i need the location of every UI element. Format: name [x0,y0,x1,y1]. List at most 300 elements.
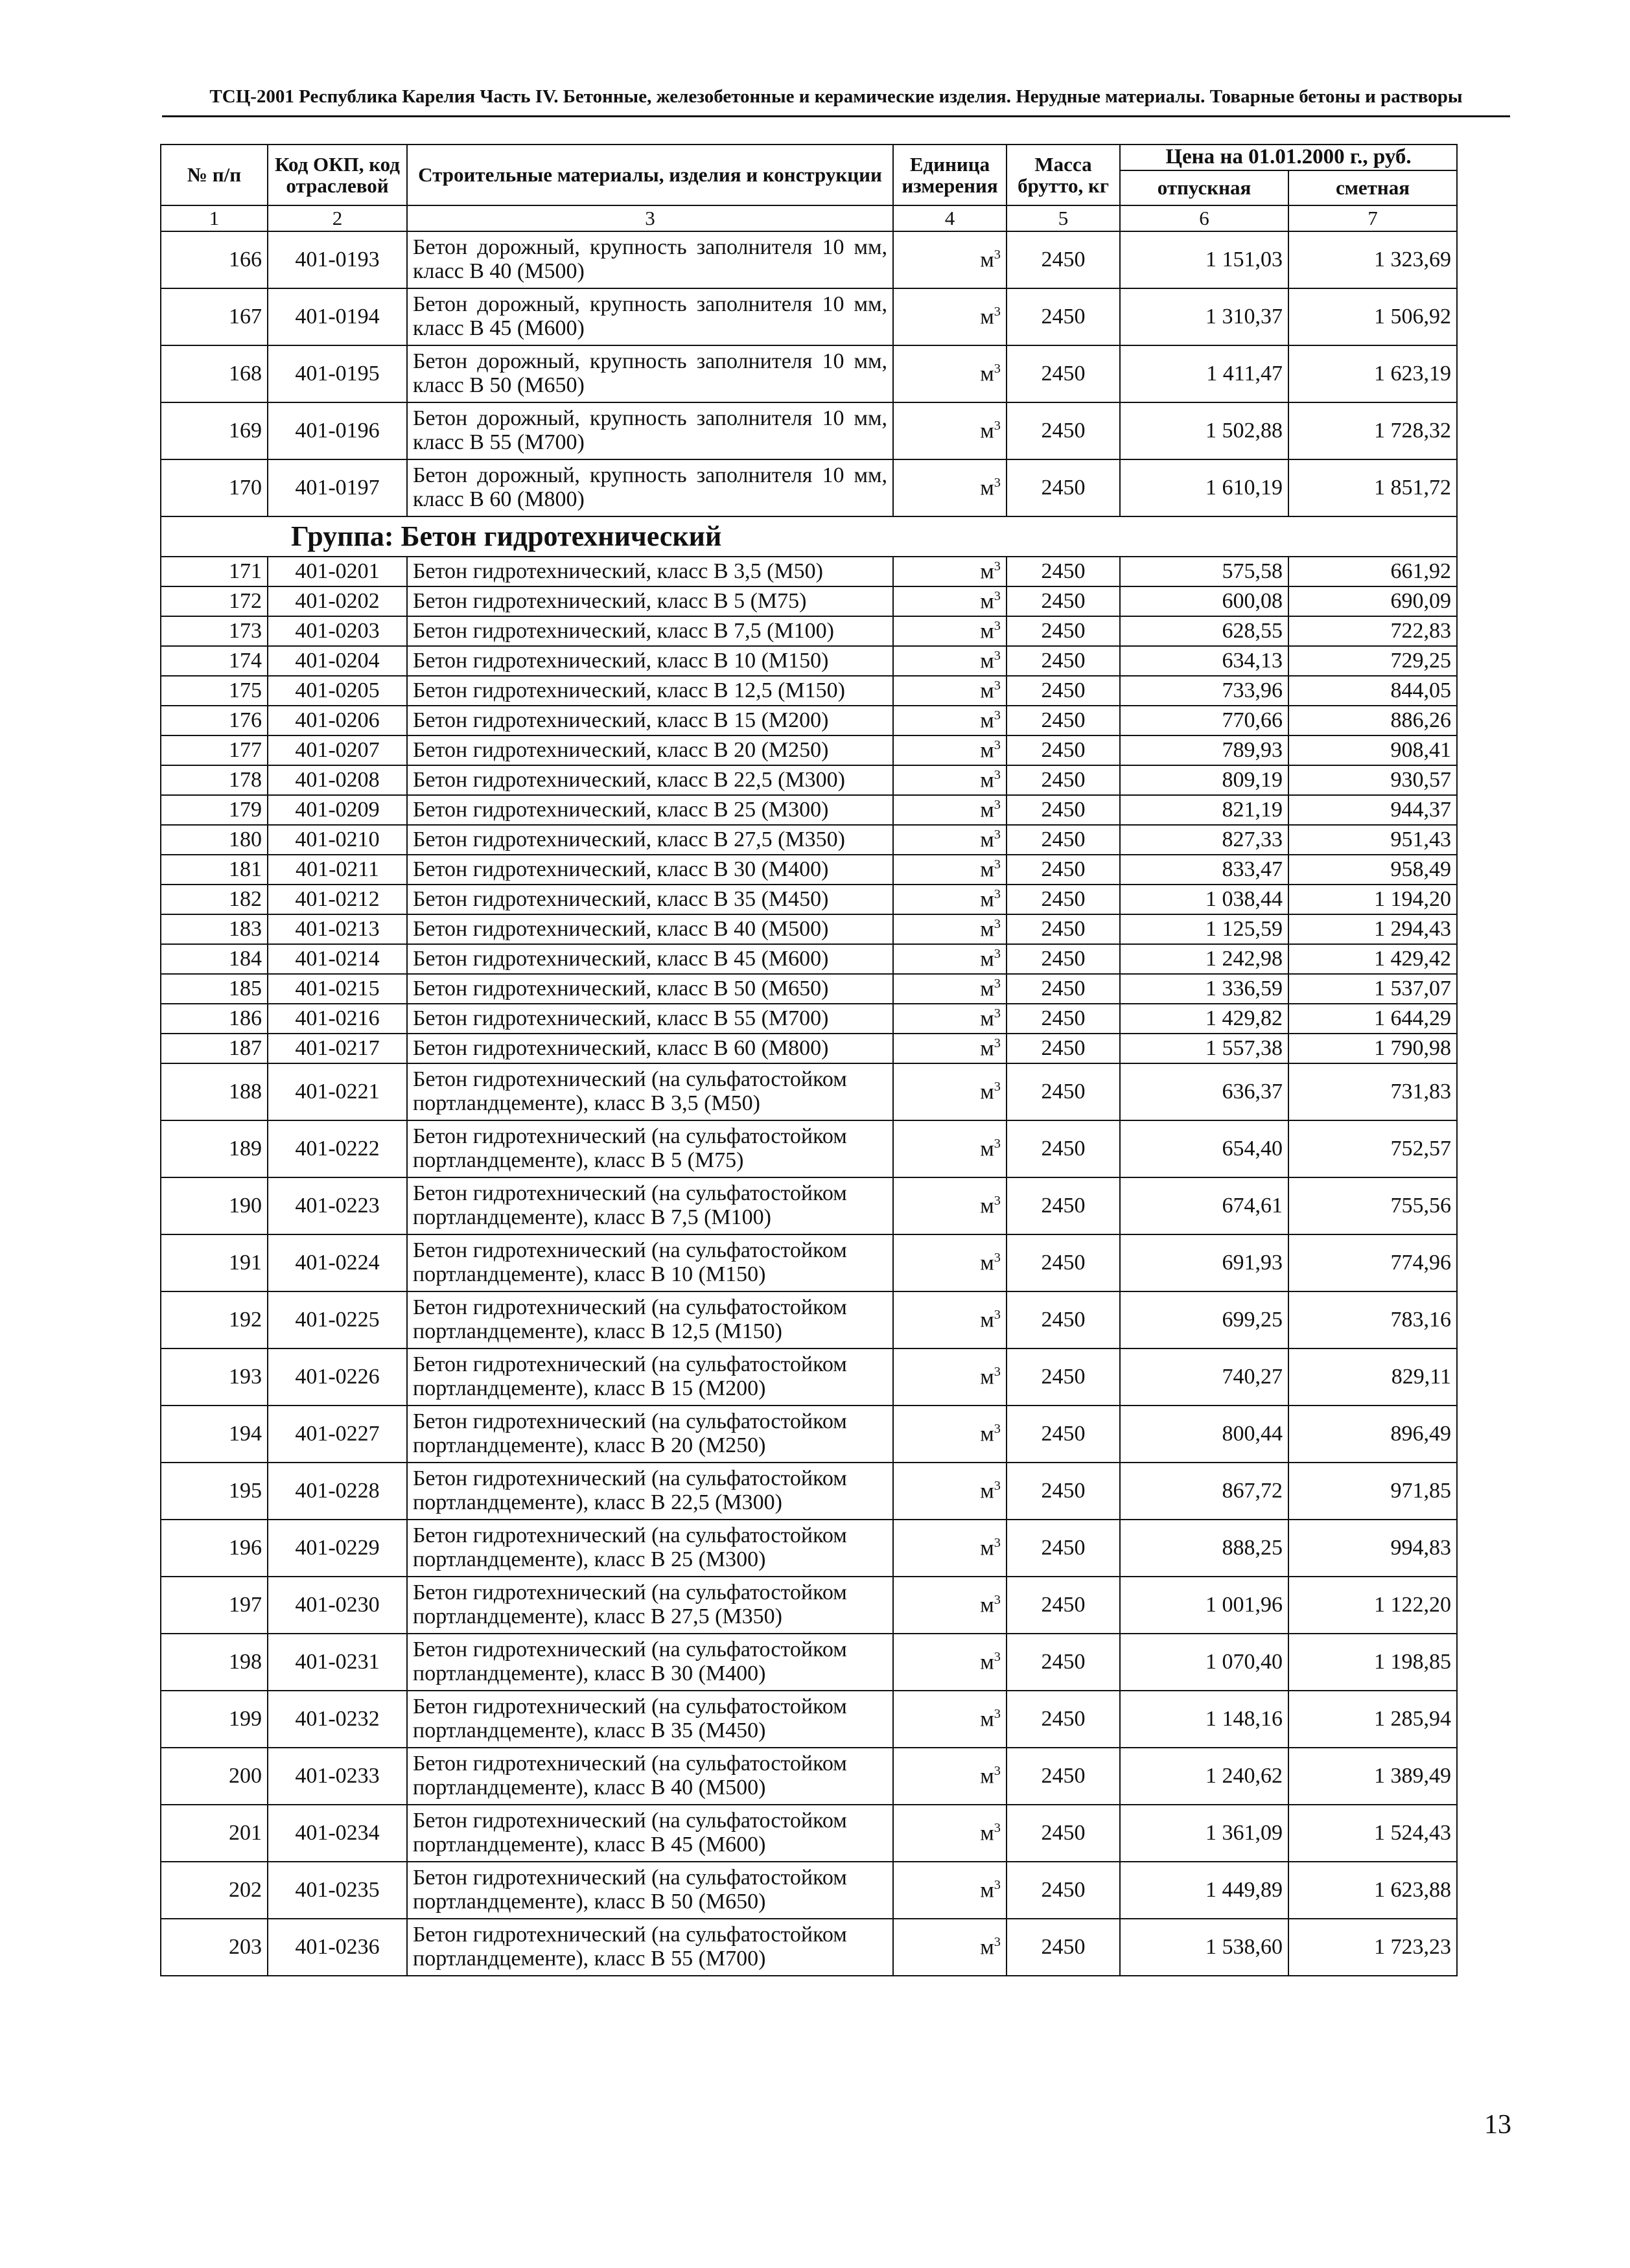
row-mass: 2450 [1007,855,1120,885]
column-number: 1 [161,205,268,231]
row-mass: 2450 [1007,1004,1120,1034]
row-price-release: 1 411,47 [1120,345,1288,402]
row-price-release: 1 336,59 [1120,974,1288,1004]
row-number: 178 [161,765,268,795]
row-name: Бетон гидротехнический, класс В 50 (М650) [407,974,893,1004]
row-name: Бетон гидротехнический (на сульфатостойком портландцементе), класс В 30 (М400) [407,1634,893,1691]
row-name: Бетон гидротехнический (на сульфатостойком портландцементе), класс В 22,5 (М300) [407,1463,893,1520]
row-unit [893,1063,1007,1120]
row-mass: 2450 [1007,765,1120,795]
row-price-estimate: 1 198,85 [1288,1634,1457,1691]
row-code: 401-0204 [268,646,407,676]
row-number: 173 [161,616,268,646]
row-name: Бетон гидротехнический, класс В 5 (М75) [407,586,893,616]
row-number: 200 [161,1748,268,1805]
unit-power: 3 [994,1934,1001,1949]
unit-base: м [980,1650,994,1674]
unit-power: 3 [994,559,1001,573]
unit-base: м [980,738,994,763]
row-code: 401-0208 [268,765,407,795]
row-price-release: 1 449,89 [1120,1862,1288,1919]
row-mass: 2450 [1007,557,1120,586]
table-row [161,1234,1457,1291]
row-mass: 2450 [1007,586,1120,616]
column-number: 6 [1120,205,1288,231]
unit-base: м [980,977,994,1001]
row-name: Бетон дорожный, крупность заполнителя 10 мм, класс В 55 (М700) [407,402,893,459]
row-code: 401-0203 [268,616,407,646]
row-name: Бетон дорожный, крупность заполнителя 10 мм, класс В 45 (М600) [407,288,893,345]
row-price-estimate: 729,25 [1288,646,1457,676]
col-price-estimate-header: сметная [1288,170,1457,205]
row-price-release: 770,66 [1120,706,1288,735]
row-mass: 2450 [1007,735,1120,765]
row-name: Бетон гидротехнический (на сульфатостойком портландцементе), класс В 50 (М650) [407,1862,893,1919]
row-unit [893,557,1007,586]
row-price-release: 800,44 [1120,1406,1288,1463]
row-unit [893,586,1007,616]
row-mass: 2450 [1007,345,1120,402]
row-number: 185 [161,974,268,1004]
table-row [161,646,1457,676]
unit-power: 3 [994,708,1001,723]
table-row [161,1034,1457,1063]
table-row [161,914,1457,944]
row-price-release: 740,27 [1120,1348,1288,1406]
row-name: Бетон гидротехнический, класс В 27,5 (М350) [407,825,893,855]
row-mass: 2450 [1007,914,1120,944]
row-name: Бетон дорожный, крупность заполнителя 10 мм, класс В 40 (М500) [407,231,893,288]
row-code: 401-0221 [268,1063,407,1120]
row-unit [893,1406,1007,1463]
row-name: Бетон гидротехнический (на сульфатостойком портландцементе), класс В 25 (М300) [407,1520,893,1577]
row-mass: 2450 [1007,1120,1120,1177]
row-price-release: 699,25 [1120,1291,1288,1348]
row-number: 198 [161,1634,268,1691]
unit-base: м [980,1194,994,1218]
row-price-estimate: 1 723,23 [1288,1919,1457,1976]
row-name: Бетон гидротехнический, класс В 3,5 (М50) [407,557,893,586]
table-row [161,1862,1457,1919]
row-code: 401-0230 [268,1577,407,1634]
row-mass: 2450 [1007,231,1120,288]
row-code: 401-0234 [268,1805,407,1862]
table-row [161,231,1457,288]
unit-base: м [980,649,994,673]
unit-base: м [980,1935,994,1960]
unit-base: м [980,1080,994,1104]
row-mass: 2450 [1007,1862,1120,1919]
row-code: 401-0227 [268,1406,407,1463]
row-code: 401-0197 [268,459,407,516]
row-unit [893,795,1007,825]
row-mass: 2450 [1007,825,1120,855]
row-price-estimate: 896,49 [1288,1406,1457,1463]
row-number: 187 [161,1034,268,1063]
row-price-release: 1 240,62 [1120,1748,1288,1805]
row-unit [893,1634,1007,1691]
table-row [161,1805,1457,1862]
row-code: 401-0224 [268,1234,407,1291]
row-unit [893,345,1007,402]
row-unit [893,885,1007,914]
row-number: 199 [161,1691,268,1748]
row-number: 193 [161,1348,268,1406]
road-concrete-rows [161,231,1457,516]
row-name: Бетон гидротехнический (на сульфатостойком портландцементе), класс В 7,5 (М100) [407,1177,893,1234]
row-unit [893,1748,1007,1805]
table-row [161,944,1457,974]
row-code: 401-0205 [268,676,407,706]
row-price-estimate: 1 524,43 [1288,1805,1457,1862]
row-mass: 2450 [1007,1063,1120,1120]
row-number: 194 [161,1406,268,1463]
row-name: Бетон гидротехнический, класс В 10 (М150) [407,646,893,676]
row-price-release: 1 538,60 [1120,1919,1288,1976]
row-price-estimate: 994,83 [1288,1520,1457,1577]
row-number: 179 [161,795,268,825]
row-code: 401-0223 [268,1177,407,1234]
row-number: 188 [161,1063,268,1120]
unit-base: м [980,362,994,386]
row-number: 186 [161,1004,268,1034]
row-unit [893,288,1007,345]
row-price-release: 733,96 [1120,676,1288,706]
row-number: 190 [161,1177,268,1234]
group-title: Группа: Бетон гидротехнический [161,516,1457,557]
row-price-estimate: 951,43 [1288,825,1457,855]
col-code-header: Код ОКП, код отраслевой [268,145,407,205]
row-code: 401-0236 [268,1919,407,1976]
unit-base: м [980,1707,994,1731]
row-name: Бетон дорожный, крупность заполнителя 10 мм, класс В 50 (М650) [407,345,893,402]
row-name: Бетон гидротехнический, класс В 12,5 (М150) [407,676,893,706]
row-price-estimate: 783,16 [1288,1291,1457,1348]
unit-power: 3 [994,1079,1001,1094]
unit-power: 3 [994,1006,1001,1021]
unit-power: 3 [994,418,1001,433]
row-code: 401-0213 [268,914,407,944]
row-name: Бетон дорожный, крупность заполнителя 10 мм, класс В 60 (М800) [407,459,893,516]
table-row [161,974,1457,1004]
row-number: 172 [161,586,268,616]
row-code: 401-0196 [268,402,407,459]
row-price-release: 636,37 [1120,1063,1288,1120]
column-number: 4 [893,205,1007,231]
row-mass: 2450 [1007,646,1120,676]
unit-base: м [980,619,994,643]
table-row [161,1691,1457,1748]
row-unit [893,1805,1007,1862]
row-mass: 2450 [1007,288,1120,345]
unit-power: 3 [994,1421,1001,1436]
unit-power: 3 [994,1136,1001,1151]
col-price-release-header: отпускная [1120,170,1288,205]
row-price-estimate: 755,56 [1288,1177,1457,1234]
row-price-release: 1 502,88 [1120,402,1288,459]
row-price-estimate: 1 851,72 [1288,459,1457,516]
unit-power: 3 [994,304,1001,319]
row-price-estimate: 1 294,43 [1288,914,1457,944]
unit-power: 3 [994,1193,1001,1208]
row-number: 197 [161,1577,268,1634]
page-number: 13 [1484,2110,1511,2140]
row-price-estimate: 722,83 [1288,616,1457,646]
row-code: 401-0214 [268,944,407,974]
row-unit [893,646,1007,676]
unit-base: м [980,476,994,500]
row-price-release: 654,40 [1120,1120,1288,1177]
row-mass: 2450 [1007,1291,1120,1348]
row-price-estimate: 1 728,32 [1288,402,1457,459]
row-price-estimate: 958,49 [1288,855,1457,885]
row-mass: 2450 [1007,1577,1120,1634]
unit-power: 3 [994,475,1001,490]
unit-power: 3 [994,1307,1001,1322]
col-price-group-header: Цена на 01.01.2000 г., руб. [1120,145,1457,170]
row-number: 169 [161,402,268,459]
row-price-estimate: 1 537,07 [1288,974,1457,1004]
row-unit [893,706,1007,735]
row-number: 183 [161,914,268,944]
table-row [161,459,1457,516]
row-unit [893,1348,1007,1406]
row-number: 168 [161,345,268,402]
row-price-release: 1 242,98 [1120,944,1288,974]
row-mass: 2450 [1007,1406,1120,1463]
row-name: Бетон гидротехнический (на сульфатостойком портландцементе), класс В 15 (М200) [407,1348,893,1406]
column-number: 3 [407,205,893,231]
table-row [161,1120,1457,1177]
row-code: 401-0231 [268,1634,407,1691]
row-price-estimate: 971,85 [1288,1463,1457,1520]
table-row [161,1919,1457,1976]
row-price-release: 888,25 [1120,1520,1288,1577]
row-name: Бетон гидротехнический, класс В 40 (М500) [407,914,893,944]
row-mass: 2450 [1007,459,1120,516]
page-header: ТСЦ-2001 Республика Карелия Часть IV. Бетонные, железобетонные и керамические изделия. Нерудные материалы. Товарные бетоны и растворы [209,86,1463,107]
unit-power: 3 [994,767,1001,782]
row-price-estimate: 1 323,69 [1288,231,1457,288]
table-row [161,345,1457,402]
row-unit [893,914,1007,944]
table-row [161,1520,1457,1577]
row-unit [893,765,1007,795]
row-price-release: 1 610,19 [1120,459,1288,516]
unit-base: м [980,887,994,912]
table-row [161,288,1457,345]
unit-power: 3 [994,1250,1001,1265]
row-unit [893,616,1007,646]
row-name: Бетон гидротехнический, класс В 25 (М300) [407,795,893,825]
unit-base: м [980,305,994,329]
row-number: 180 [161,825,268,855]
row-mass: 2450 [1007,944,1120,974]
row-price-estimate: 829,11 [1288,1348,1457,1406]
row-name: Бетон гидротехнический (на сульфатостойком портландцементе), класс В 5 (М75) [407,1120,893,1177]
row-code: 401-0194 [268,288,407,345]
row-mass: 2450 [1007,616,1120,646]
row-code: 401-0225 [268,1291,407,1348]
row-number: 166 [161,231,268,288]
row-mass: 2450 [1007,1919,1120,1976]
unit-power: 3 [994,797,1001,812]
unit-base: м [980,559,994,584]
table-row [161,1177,1457,1234]
unit-power: 3 [994,1592,1001,1607]
unit-base: м [980,248,994,272]
row-unit [893,855,1007,885]
row-price-release: 1 361,09 [1120,1805,1288,1862]
row-price-release: 1 148,16 [1120,1691,1288,1748]
unit-power: 3 [994,857,1001,872]
unit-power: 3 [994,648,1001,663]
row-price-release: 789,93 [1120,735,1288,765]
row-mass: 2450 [1007,974,1120,1004]
row-mass: 2450 [1007,1034,1120,1063]
row-price-estimate: 690,09 [1288,586,1457,616]
unit-base: м [980,419,994,443]
row-name: Бетон гидротехнический (на сульфатостойком портландцементе), класс В 40 (М500) [407,1748,893,1805]
row-name: Бетон гидротехнический (на сульфатостойком портландцементе), класс В 12,5 (М150) [407,1291,893,1348]
table-row [161,735,1457,765]
unit-power: 3 [994,618,1001,633]
hydro-concrete-rows [161,557,1457,1063]
row-number: 191 [161,1234,268,1291]
row-price-release: 1 429,82 [1120,1004,1288,1034]
unit-base: м [980,798,994,822]
row-mass: 2450 [1007,1520,1120,1577]
row-price-estimate: 731,83 [1288,1063,1457,1120]
table-row [161,706,1457,735]
row-unit [893,944,1007,974]
row-unit [893,1034,1007,1063]
unit-power: 3 [994,247,1001,262]
table-row [161,825,1457,855]
row-unit [893,231,1007,288]
row-number: 170 [161,459,268,516]
row-name: Бетон гидротехнический (на сульфатостойком портландцементе), класс В 20 (М250) [407,1406,893,1463]
row-code: 401-0226 [268,1348,407,1406]
row-mass: 2450 [1007,706,1120,735]
row-price-release: 575,58 [1120,557,1288,586]
row-code: 401-0215 [268,974,407,1004]
row-price-estimate: 1 790,98 [1288,1034,1457,1063]
row-unit [893,1177,1007,1234]
table-row [161,1748,1457,1805]
price-table [160,144,1458,1976]
column-number: 5 [1007,205,1120,231]
row-number: 192 [161,1291,268,1348]
row-code: 401-0210 [268,825,407,855]
row-mass: 2450 [1007,1177,1120,1234]
unit-power: 3 [994,1649,1001,1664]
row-code: 401-0211 [268,855,407,885]
row-price-release: 1 001,96 [1120,1577,1288,1634]
row-code: 401-0228 [268,1463,407,1520]
row-code: 401-0232 [268,1691,407,1748]
row-price-release: 691,93 [1120,1234,1288,1291]
table-row [161,1634,1457,1691]
row-unit [893,1577,1007,1634]
unit-base: м [980,1764,994,1788]
row-price-estimate: 1 429,42 [1288,944,1457,974]
row-price-release: 674,61 [1120,1177,1288,1234]
unit-power: 3 [994,678,1001,693]
row-price-estimate: 1 122,20 [1288,1577,1457,1634]
unit-base: м [980,1536,994,1560]
table-row [161,1291,1457,1348]
row-unit [893,1919,1007,1976]
row-price-release: 1 310,37 [1120,288,1288,345]
unit-power: 3 [994,976,1001,991]
row-name: Бетон гидротехнический, класс В 22,5 (М300) [407,765,893,795]
row-name: Бетон гидротехнический, класс В 20 (М250) [407,735,893,765]
row-price-release: 628,55 [1120,616,1288,646]
row-mass: 2450 [1007,795,1120,825]
table-row [161,795,1457,825]
row-mass: 2450 [1007,1634,1120,1691]
row-mass: 2450 [1007,1463,1120,1520]
row-mass: 2450 [1007,1748,1120,1805]
row-price-release: 821,19 [1120,795,1288,825]
unit-base: м [980,947,994,971]
row-mass: 2450 [1007,1691,1120,1748]
row-number: 177 [161,735,268,765]
unit-base: м [980,1878,994,1903]
row-mass: 2450 [1007,402,1120,459]
row-code: 401-0229 [268,1520,407,1577]
row-number: 174 [161,646,268,676]
row-price-estimate: 908,41 [1288,735,1457,765]
table-row [161,557,1457,586]
row-code: 401-0195 [268,345,407,402]
unit-power: 3 [994,1478,1001,1493]
row-price-release: 827,33 [1120,825,1288,855]
row-price-estimate: 752,57 [1288,1120,1457,1177]
row-number: 176 [161,706,268,735]
row-name: Бетон гидротехнический (на сульфатостойком портландцементе), класс В 10 (М150) [407,1234,893,1291]
row-price-release: 1 557,38 [1120,1034,1288,1063]
col-name-header: Строительные материалы, изделия и конструкции [407,145,893,205]
row-number: 182 [161,885,268,914]
col-num-header: № п/п [161,145,268,205]
table-row [161,855,1457,885]
row-price-estimate: 930,57 [1288,765,1457,795]
unit-base: м [980,1821,994,1846]
column-number: 7 [1288,205,1457,231]
row-price-release: 867,72 [1120,1463,1288,1520]
unit-base: м [980,1365,994,1389]
col-mass-header: Масса брутто, кг [1007,145,1120,205]
row-name: Бетон гидротехнический, класс В 60 (М800) [407,1034,893,1063]
row-name: Бетон гидротехнический, класс В 30 (М400) [407,855,893,885]
row-unit [893,1004,1007,1034]
header-rule [162,115,1510,117]
row-number: 184 [161,944,268,974]
row-code: 401-0206 [268,706,407,735]
table-row [161,885,1457,914]
row-price-estimate: 774,96 [1288,1234,1457,1291]
row-mass: 2450 [1007,1805,1120,1862]
row-name: Бетон гидротехнический, класс В 15 (М200) [407,706,893,735]
unit-base: м [980,917,994,942]
unit-base: м [980,1251,994,1275]
row-price-estimate: 886,26 [1288,706,1457,735]
row-price-release: 809,19 [1120,765,1288,795]
col-unit-header: Единица измерения [893,145,1007,205]
row-unit [893,1691,1007,1748]
